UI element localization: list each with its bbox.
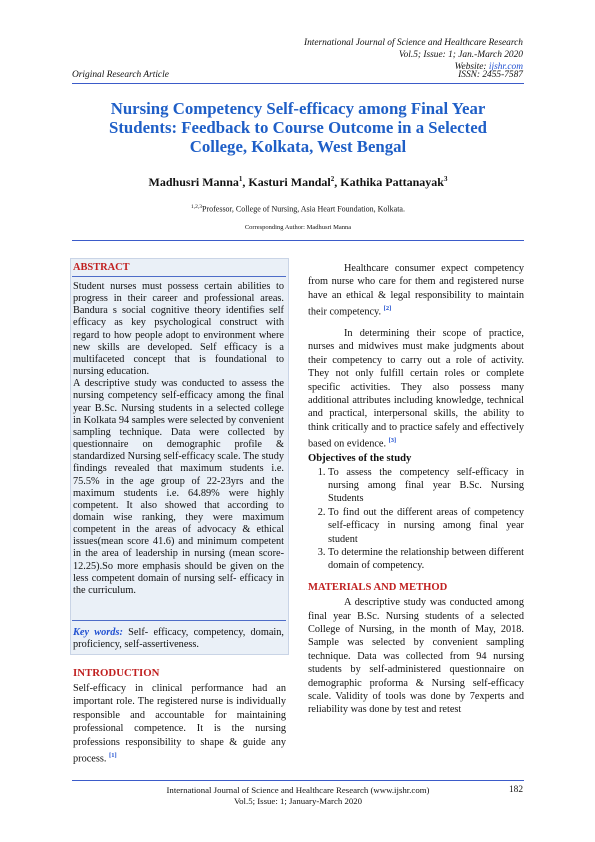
citation[interactable]: [2] [383,305,392,313]
methods-text: A descriptive study was conducted among final year B.Sc. Nursing students of a selected College of Nursing, in the month of May, 2018. Sample was selected by convenient sampling technique. Data was collected from 94 nursing students by self-administered questionnaire on demographic proforma & Nursing self-efficacy scale. Validity of tools was done by 7experts and reliability was done by test and retest [308,597,524,716]
affiliation [72,204,524,214]
author-name: Madhusri Manna [148,175,239,189]
author-name: Kasturi Mandal [248,175,331,189]
objectives-heading: Objectives of the study [308,453,412,465]
author-separator: , [242,175,249,189]
objective-item: 1. To assess the competency self-efficacy in nursing among final year B.Sc. Nursing Students [328,466,524,506]
journal-name: International Journal of Science and Healthcare Research [303,38,523,48]
issn: ISSN: 2455-7587 [458,70,523,80]
affiliation-text: Professor, College of Nursing, Asia Heart Foundation, Kolkata. [202,204,405,214]
citation[interactable]: [1] [109,752,117,760]
author-sup: 3 [443,175,448,183]
title-divider [72,240,524,241]
affiliation-sup: 1,2,3 [191,204,202,210]
introduction-body [73,682,286,766]
body-paragraph: In determining their scope of practice, nurses and midwives must make judgments about their competency to carry out a role of activity. They not only fulfill certain roles or complete specific activities. They also possess many additional attributes including knowledge, technical and practical, interpersonal skills, the ability to think critically and to practice safely and effectively based on evidence. [308,328,524,450]
author-name: Kathika Pattanayak [340,175,444,189]
website-link[interactable]: ijshr.com [488,62,523,72]
footer [72,785,524,807]
objectives-list [308,466,524,573]
journal-volume: Vol.5; Issue: 1; Jan.-March 2020 [398,50,523,60]
abstract-body [73,281,284,597]
abstract-divider [72,276,286,277]
abstract-heading: ABSTRACT [73,262,130,273]
journal-header [304,37,523,73]
header-divider [72,83,524,84]
abstract-paragraph: Student nurses must possess certain abilities to progress in their career and professional areas. Bandura s social cognitive theory identifies self efficacy as key psychological construct with regard to how people adopt to environment where new skills are developed. Self efficacy is a multifaceted concept that is foundational to nursing education. [73,281,284,378]
objective-item: 3. To determine the relationship between different domain of competency. [328,546,524,573]
article-type: Original Research Article [72,70,169,80]
abstract-paragraph: A descriptive study was conducted to assess the nursing competency self-efficacy among the final year B.Sc. Nursing students in a selected college in Kolkata 94 samples were selected by convenient sampling technique. Data were collected by questionnaire on demographic profile & standardized Nursing self-efficacy scale. The study findings revealed that maximum students i.e. 75.5% in the age group of 22-23yrs and the maximum students i.e. 64.89% were highly competent. It also showed that according to domain wise ranking, they were maximum competent in the areas of advocacy & ethical issues(mean score 41.6) and minimum competent in the area of leadership in nursing (mean score-12.25).So more emphasis should be given on the less competent domain of nursing self- efficacy in the curriculum. [73,378,284,596]
website-label: Website: [454,62,489,72]
paper-title: Nursing Competency Self-efficacy among Final Year Students: Feedback to Course Outcome in a Selected College, Kolkata, West Bengal [108,99,487,156]
keywords-label: Key words: [73,627,123,638]
footer-issue: Vol.5; Issue: 1; January-March 2020 [233,796,363,806]
objective-item: 2. To find out the different areas of competency self-efficacy in nursing among final year student [328,506,524,546]
author-sup: 2 [330,175,335,183]
citation[interactable]: [3] [388,437,397,445]
footer-divider [72,780,524,781]
right-column [308,262,524,717]
author-list [72,175,524,190]
keywords [73,627,284,651]
introduction-heading: INTRODUCTION [73,667,160,679]
keywords-divider [72,620,286,621]
body-paragraph: Healthcare consumer expect competency from nurse who care for them and registered nurse have an ethical & legal responsibility to maintain their competency. [308,263,524,318]
introduction-text: Self-efficacy in clinical performance had an important role. The registered nurse is individually responsible and accountable for maintaining professional competence. It is the nursing professions responsibility to shape & guide any process. [73,683,286,765]
page-number: 182 [508,785,523,795]
author-sup: 1 [238,175,243,183]
methods-heading: MATERIALS AND METHOD [308,581,448,593]
corresponding-author: Corresponding Author: Madhusri Manna [244,224,352,231]
author-separator: , [334,175,341,189]
keywords-text: Self- efficacy, competency, domain, proficiency, self-assertiveness. [73,627,284,651]
footer-journal: International Journal of Science and Healthcare Research (www.ijshr.com) [166,785,430,795]
